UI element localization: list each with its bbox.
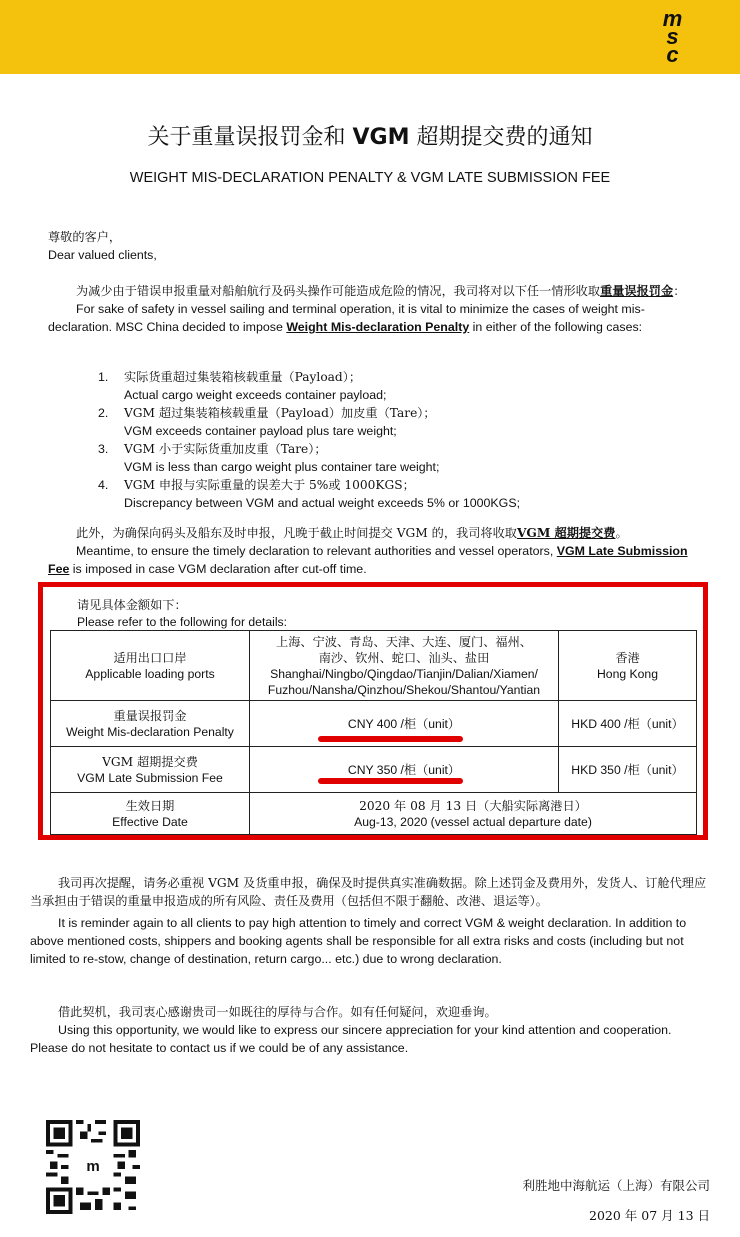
ports-label-cell: 适用出口口岸 Applicable loading ports (51, 631, 250, 701)
greeting-en: Dear valued clients, (48, 248, 157, 262)
intro-cn: 为减少由于错误申报重量对船舶航行及码头操作可能造成危险的情况，我司将对以下任一情形收取重量误报罚金： (76, 284, 686, 298)
list-item: 3. VGM 小于实际货重加皮重（Tare）； VGM is less than cargo weight plus container tare weight; (98, 442, 440, 474)
china-ports-cell: 上海、宁波、青岛、天津、大连、厦门、福州、 南沙、钦州、蛇口、汕头、盐田 Shanghai/Ningbo/Qingdao/Tianjin/Dalian/Xiamen/ Fuzhou/Nansha/Qinzhou/Shekou/Shantou/Yantian (250, 631, 559, 701)
effective-label-cell: 生效日期 Effective Date (51, 793, 250, 835)
qr-code-image (46, 1120, 140, 1214)
table-row (51, 793, 697, 835)
list-item: 1. 实际货重超过集装箱核载重量（Payload）； Actual cargo weight exceeds container payload; (98, 370, 387, 402)
penalty-cny-cell: CNY 400 /柜（unit） (250, 701, 559, 747)
title-chinese: 关于重量误报罚金和 VGM 超期提交费的通知 (147, 125, 593, 150)
meantime-en: Meantime, to ensure the timely declaration to relevant authorities and vessel operators, VGM Late Submission Fee is imposed in case VGM declaration after cut-off time. (48, 544, 688, 576)
issue-date: 2020 年 07 月 13 日 (589, 1208, 710, 1223)
greeting (48, 228, 698, 264)
red-underline-mark (318, 736, 463, 742)
company-name: 利胜地中海航运（上海）有限公司 (522, 1178, 710, 1193)
fee-table (50, 630, 697, 835)
penalty-label-cell: 重量误报罚金 Weight Mis-declaration Penalty (51, 701, 250, 747)
penalty-cases-list (98, 368, 658, 512)
late-label-cell: VGM 超期提交费 VGM Late Submission Fee (51, 747, 250, 793)
header-bar (0, 0, 740, 74)
msc-logo: m s c (662, 6, 682, 67)
intro-paragraph (48, 282, 698, 336)
reminder-paragraph: 我司再次提醒，请务必重视 VGM 及货重申报，确保及时提供真实准确数据。除上述罚金及费用外，发货人、订舱代理应当承担由于错误的重量申报造成的所有风险、责任及费用（包括但不限于翻舱、改港、退运等）。 It is reminder again to all clients to pay high attention to timely and correct VGM & weight declaration. In addition to above mentioned costs, shippers and booking agents shall be responsible for all extra risks and costs (including but not limited to re-stow, change of destination, return cargo... etc.) due to wrong declaration. (30, 876, 707, 966)
penalty-hkd-cell: HKD 400 /柜（unit） (559, 701, 697, 747)
greeting-cn: 尊敬的客户， (48, 230, 122, 244)
meantime-cn: 此外，为确保向码头及船东及时申报，凡晚于截止时间提交 VGM 的，我司将收取VGM 超期提交费。 (76, 526, 628, 540)
table-row (51, 747, 697, 793)
late-hkd-cell: HKD 350 /柜（unit） (559, 747, 697, 793)
thanks-paragraph: 借此契机，我司衷心感谢贵司一如既往的厚待与合作。如有任何疑问，欢迎垂询。 Using this opportunity, we would like to express our sincere appreciation for your kind attention and cooperation. Please do not hesitate to contact us if we could be of any assistance. (30, 1005, 672, 1055)
hk-port-cell: 香港 Hong Kong (559, 631, 697, 701)
list-item: 4. VGM 申报与实际重量的误差大于 5%或 1000KGS； Discrepancy between VGM and actual weight exceeds 5% or 1000KGS; (98, 478, 521, 510)
late-fee-paragraph (48, 524, 698, 578)
effective-date-cell: 2020 年 08 月 13 日（大船实际离港日） Aug-13, 2020 (vessel actual departure date) (250, 793, 697, 835)
late-cny-cell: CNY 350 /柜（unit） (250, 747, 559, 793)
table-row (51, 631, 697, 701)
intro-en: For sake of safety in vessel sailing and terminal operation, it is vital to minimize the cases of weight mis-declaration. MSC China decided to impose Weight Mis-declaration Penalty in either of the following cases: (48, 302, 645, 334)
table-intro: 请见具体金额如下： Please refer to the following for details: (77, 598, 288, 629)
red-underline-mark (318, 778, 463, 784)
list-item: 2. VGM 超过集装箱核载重量（Payload）加皮重（Tare）； VGM exceeds container payload plus tare weight; (98, 406, 436, 438)
qr-logo: m (86, 1157, 100, 1175)
title-english: WEIGHT MIS-DECLARATION PENALTY & VGM LATE SUBMISSION FEE (129, 170, 611, 186)
